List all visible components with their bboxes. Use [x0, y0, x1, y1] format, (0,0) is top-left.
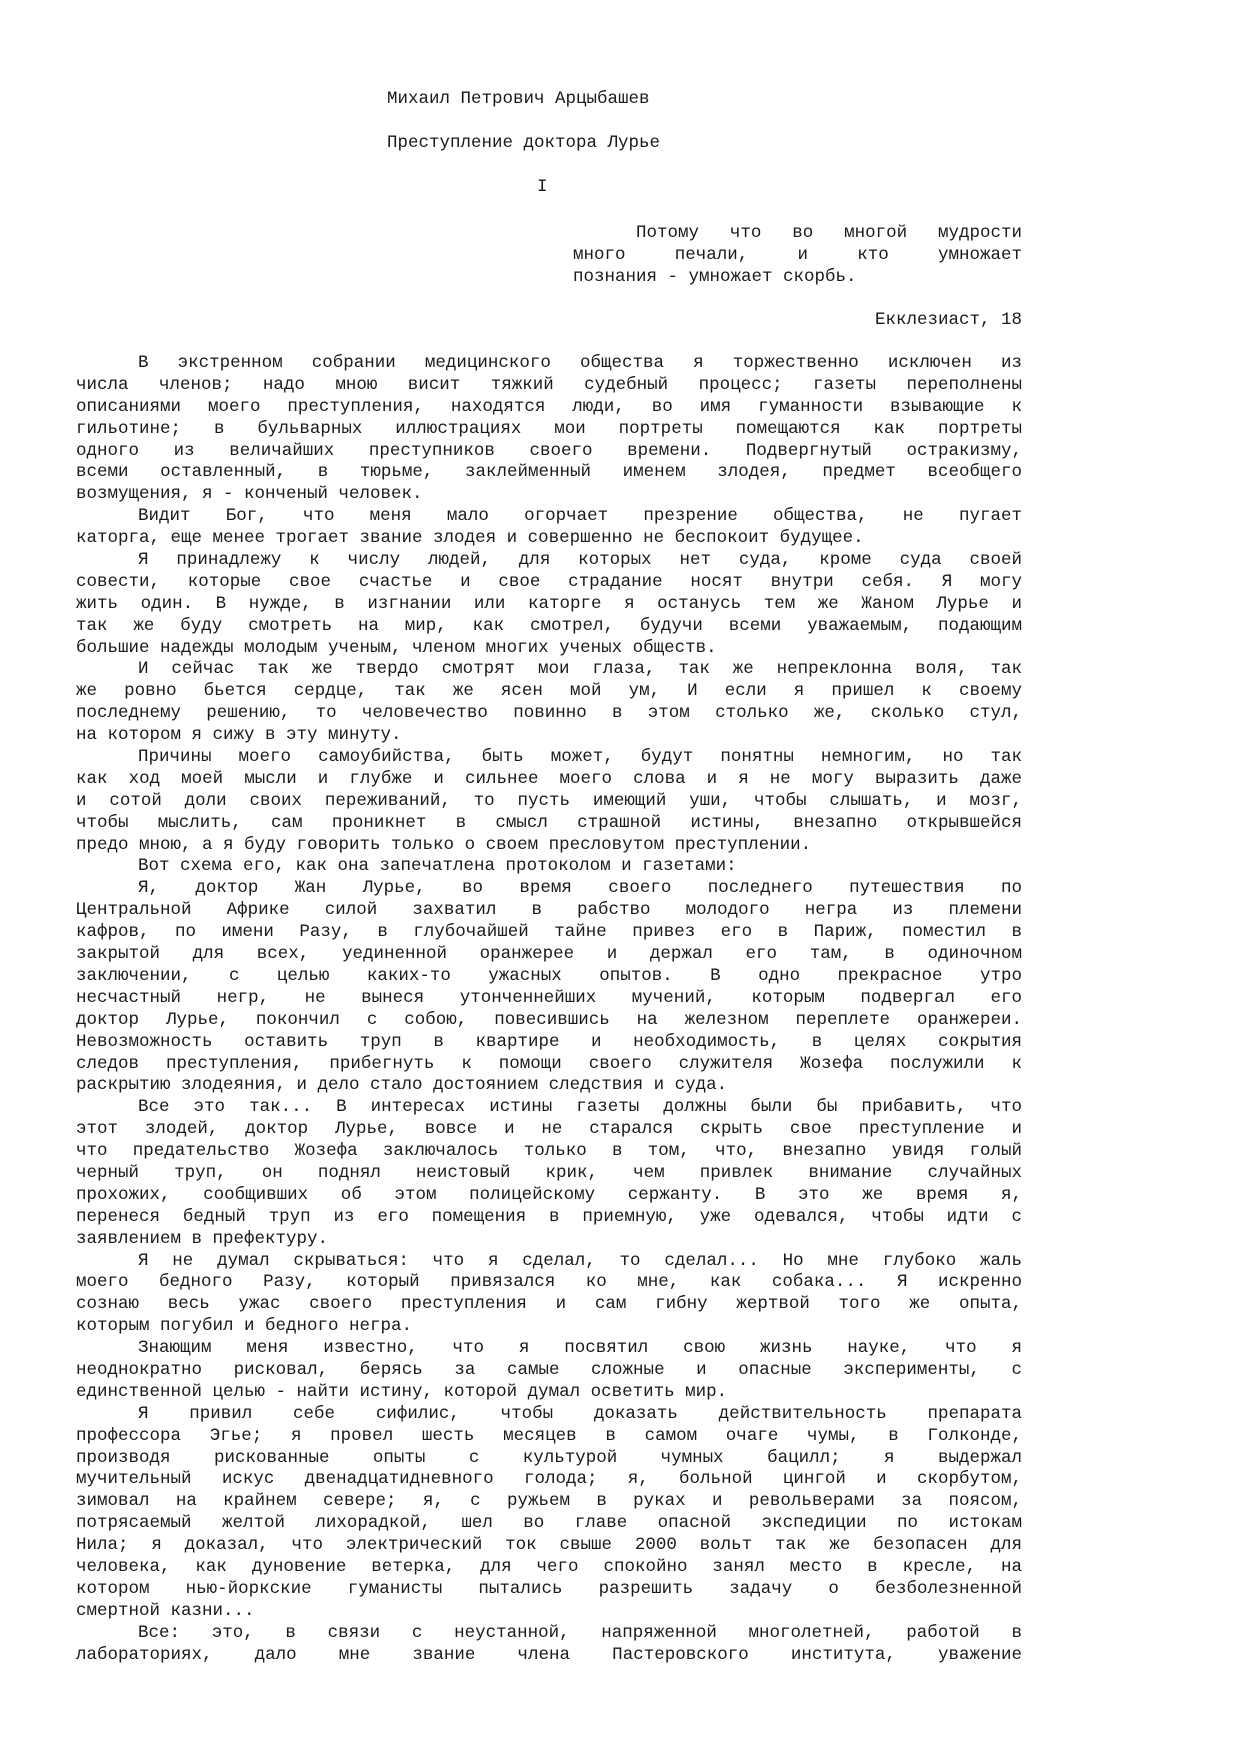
body-line: Вот схема его, как она запечатлена протоколом и газетами: [138, 856, 737, 877]
body-text [76, 353, 1022, 1666]
body-line: описаниями моего преступления, находятся люди, во имя гуманности взывающие к [76, 396, 1022, 417]
body-line: числа членов; надо мною висит тяжкий судебный процесс; газеты переполнены [76, 374, 1022, 395]
body-line: лабораториях, дало мне звание члена Пастеровского института, уважение [76, 1644, 1022, 1665]
body-line: Знающим меня известно, что я посвятил свою жизнь науке, что я [138, 1338, 1022, 1359]
body-line: перенеся бедный труп из его помещения в приемную, уже одевался, чтобы идти с [76, 1206, 1022, 1227]
body-line: несчастный негр, не вынеся утонченнейших мучений, которым подвергал его [76, 987, 1022, 1008]
body-line: кафров, по имени Разу, в глубочайшей тайне привез его в Париж, поместил в [76, 922, 1022, 943]
body-line: всеми оставленный, в тюрьме, заклейменный именем злодея, предмет всеобщего [76, 462, 1022, 483]
body-line: котором нью-йоркские гуманисты пытались разрешить задачу о безболезненной [76, 1578, 1022, 1599]
epigraph-line: много печали, и кто умножает [573, 245, 1022, 265]
body-line: Все: это, в связи с неустанной, напряженной многолетней, работой в [138, 1622, 1022, 1643]
body-line: раскрытию злодеяния, и дело стало достоянием следствия и суда. [76, 1075, 728, 1096]
body-line: следов преступления, прибегнуть к помощи своего служителя Жозефа послужили к [76, 1053, 1022, 1074]
body-line: гильотине; в бульварных иллюстрациях мои портреты помещаются как портреты [76, 418, 1022, 439]
body-line: мучительный искус двенадцатидневного голода; я, больной цингой и скорбутом, [76, 1469, 1022, 1490]
body-line: Невозможность оставить труп в квартире и необходимость, в целях сокрытия [76, 1031, 1022, 1052]
body-line: Я, доктор Жан Лурье, во время своего последнего путешествия по [138, 878, 1022, 899]
body-line: большие надежды молодым ученым, членом многих ученых обществ. [76, 637, 717, 658]
body-line: так же буду смотреть на мир, как смотрел, будучи всеми уважаемым, подающим [76, 615, 1022, 636]
epigraph-line: познания - умножает скорбь. [573, 267, 857, 287]
body-line: которым погубил и бедного негра. [76, 1316, 413, 1337]
body-line: на котором я сижу в эту минуту. [76, 725, 402, 746]
body-line: же ровно бьется сердце, так же ясен мой ум, И если я пришел к своему [76, 681, 1022, 702]
body-line: сознаю весь ужас своего преступления и сам гибну жертвой того же опыта, [76, 1294, 1022, 1315]
body-line: жить один. В нужде, в изгнании или каторге я останусь тем же Жаном Лурье и [76, 593, 1022, 614]
body-line: заключении, с целью каких-то ужасных опытов. В одно прекрасное утро [76, 965, 1022, 986]
body-line: черный труп, он поднял неистовый крик, чем привлек внимание случайных [76, 1162, 1022, 1183]
body-line: заявлением в префектуру. [76, 1228, 329, 1249]
epigraph [573, 222, 1022, 288]
body-line: Я принадлежу к числу людей, для которых нет суда, кроме суда своей [138, 550, 1022, 571]
body-line: моего бедного Разу, который привязался ко мне, как собака... Я искренно [76, 1272, 1022, 1293]
body-line: прохожих, сообщивших об этом полицейскому сержанту. В это же время я, [76, 1184, 1022, 1205]
body-line: зимовал на крайнем севере; я, с ружьем в руках и револьверами за поясом, [76, 1491, 1022, 1512]
document-title: Преступление доктора Лурье [387, 133, 661, 153]
body-line: Центральной Африке силой захватил в рабство молодого негра из племени [76, 900, 1022, 921]
epigraph-line: Потому что во многой мудрости [636, 223, 1022, 243]
body-line: чтобы мыслить, сам проникнет в смысл страшной истины, внезапно открывшейся [76, 812, 1022, 833]
body-line: Я привил себе сифилис, чтобы доказать действительность препарата [138, 1403, 1022, 1424]
body-line: совести, которые свое счастье и свое страдание носят внутри себя. Я могу [76, 571, 1022, 592]
body-line: предо мною, а я буду говорить только о своем пресловутом преступлении. [76, 834, 812, 855]
body-line: доктор Лурье, покончил с собою, повесившись на железном переплете оранжереи. [76, 1009, 1022, 1030]
body-line: Все это так... В интересах истины газеты должны были бы прибавить, что [138, 1097, 1022, 1118]
body-line: последнему решению, то человечество повинно в этом столько же, сколько стул, [76, 703, 1022, 724]
body-line: единственной целью - найти истину, которой думал осветить мир. [76, 1381, 728, 1402]
body-line: смертной казни... [76, 1600, 255, 1621]
body-line: и сотой доли своих переживаний, то пусть имеющий уши, чтобы слышать, и мозг, [76, 790, 1022, 811]
body-line: каторга, еще менее трогает звание злодея и совершенно не беспокоит будущее. [76, 528, 864, 549]
body-line: профессора Эгье; я провел шесть месяцев в самом очаге чумы, в Голконде, [76, 1425, 1022, 1446]
author-name: Михаил Петрович Арцыбашев [387, 89, 650, 109]
body-line: закрытой для всех, уединенной оранжерее и держал его там, в одиночном [76, 944, 1022, 965]
chapter-number: I [537, 177, 548, 197]
body-line: Я не думал скрываться: что я сделал, то сделал... Но мне глубоко жаль [138, 1250, 1022, 1271]
body-line: Видит Бог, что меня мало огорчает презрение общества, не пугает [138, 506, 1022, 527]
body-line: потрясаемый желтой лихорадкой, шел во главе опасной экспедиции по истокам [76, 1513, 1022, 1534]
body-line: Причины моего самоубийства, быть может, будут понятны немногим, но так [138, 747, 1022, 768]
body-line: человека, как дуновение ветерка, для чего спокойно занял место в кресле, на [76, 1556, 1022, 1577]
body-line: Нила; я доказал, что электрический ток свыше 2000 вольт так же безопасен для [76, 1535, 1022, 1556]
body-line: В экстренном собрании медицинского общества я торжественно исключен из [138, 353, 1022, 373]
body-line: что предательство Жозефа заключалось только в том, что, внезапно увидя голый [76, 1141, 1022, 1162]
body-line: возмущения, я - конченый человек. [76, 484, 423, 505]
body-line: одного из величайших преступников своего времени. Подвергнутый остракизму, [76, 440, 1022, 461]
epigraph-source: Екклезиаст, 18 [874, 310, 1022, 330]
body-line: этот злодей, доктор Лурье, вовсе и не старался скрыть свое преступление и [76, 1119, 1022, 1140]
body-line: неоднократно рисковал, берясь за самые сложные и опасные эксперименты, с [76, 1359, 1022, 1380]
body-line: производя рискованные опыты с культурой чумных бацилл; я выдержал [76, 1447, 1022, 1468]
body-line: как ход моей мысли и глубже и сильнее моего слова и я не могу выразить даже [76, 768, 1022, 789]
body-line: И сейчас так же твердо смотрят мои глаза, так же непреклонна воля, так [138, 659, 1022, 680]
